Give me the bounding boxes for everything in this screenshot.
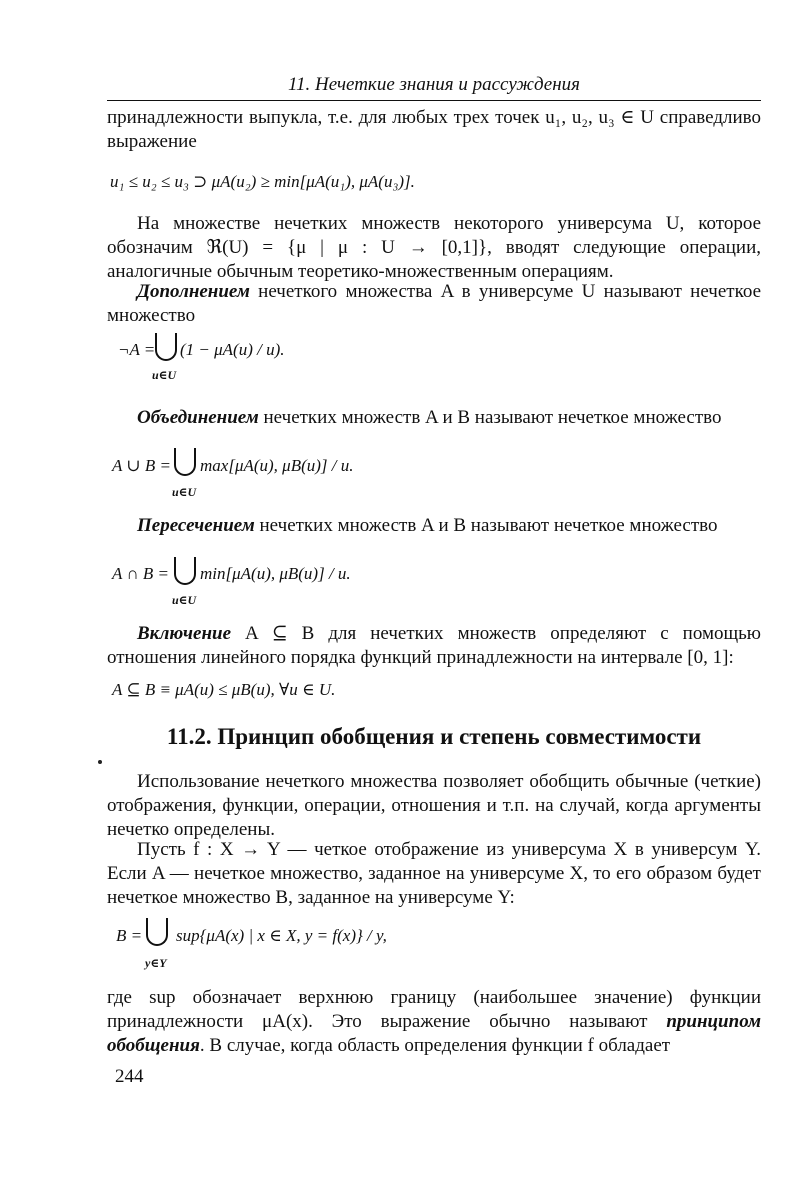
- paragraph-operations: На множестве нечетких множеств некоторого универсума U, которое обозначим ℜ(U) = {μ | μ : U → [0,1]}, вводят следующие операции, аналогичные обычным теоретико-множественным операциям.: [107, 213, 761, 282]
- formula-inclusion: A ⊆ B ≡ μA(u) ≤ μB(u), ∀u ∈ U.: [112, 680, 336, 699]
- text-intersection: нечетких множеств A и B называют нечеткое множество: [254, 515, 718, 536]
- formula-intersection-lhs: A ∩ B =: [112, 564, 169, 583]
- running-header: 11. Нечеткие знания и рассуждения: [287, 74, 581, 95]
- formula-complement-rhs: (1 − μA(u) / u).: [180, 340, 285, 359]
- term-union: Объединением: [137, 407, 259, 428]
- formula-intersection-rhs: min[μA(u), μB(u)] / u.: [200, 564, 351, 583]
- header-rule: [107, 100, 761, 101]
- formula-extension-lhs: B =: [116, 926, 143, 945]
- formula-complement-lhs: ¬A =: [118, 340, 156, 359]
- margin-dot: [98, 760, 102, 764]
- formula-union-subscript: u∈U: [172, 485, 197, 499]
- text-inclusion: A ⊆ B для нечетких множеств определяют с помощью отношения линейного порядка функций принадлежности на интервале [0, 1]:: [107, 623, 761, 668]
- page-number: 244: [115, 1066, 144, 1087]
- formula-extension-rhs: sup{μA(x) | x ∈ X, y = f(x)} / y,: [176, 926, 387, 945]
- term-intersection: Пересечением: [137, 515, 255, 536]
- union-symbol: [155, 333, 177, 361]
- term-extension-principle: принципом обобщения: [107, 1011, 761, 1056]
- formula-union-rhs: max[μA(u), μB(u)] / u.: [200, 456, 354, 475]
- text-union: нечетких множеств A и B называют нечеткое множество: [258, 407, 722, 428]
- text-extension-1: где sup обозначает верхнюю границу (наибольшее значение) функции принадлежности μA(x). Это выражение обычно называют: [107, 987, 761, 1032]
- formula-union-lhs: A ∪ B =: [112, 456, 171, 475]
- paragraph-inclusion: [107, 622, 761, 670]
- union-symbol: [174, 448, 196, 476]
- union-symbol: [146, 918, 168, 946]
- paragraph-generalization: Использование нечеткого множества позволяет обобщить обычные (четкие) отображения, функции, операции, отношения и т.п. на случай, когда аргументы нечетко определены.: [107, 771, 761, 840]
- section-heading: 11.2. Принцип обобщения и степень совместимости: [166, 724, 702, 749]
- text-extension-2: . В случае, когда область определения функции f обладает: [199, 1035, 671, 1056]
- term-inclusion: Включение: [137, 623, 232, 644]
- paragraph-complement: [107, 280, 761, 328]
- paragraph-extension-principle: [107, 986, 761, 1058]
- term-complement: Дополнением: [137, 281, 250, 302]
- formula-complement-subscript: u∈U: [152, 368, 177, 382]
- paragraph-mapping: Пусть f : X → Y — четкое отображение из универсума X в универсум Y. Если A — нечеткое множество, заданное на универсуме X, то его образом будет нечеткое множество B, заданное на универсуме Y:: [107, 839, 761, 908]
- text-complement: нечеткого множества A в универсуме U называют нечеткое множество: [107, 281, 761, 326]
- paragraph-intersection: [107, 514, 761, 538]
- union-symbol: [174, 557, 196, 585]
- paragraph-union: [107, 406, 761, 430]
- formula-intersection-subscript: u∈U: [172, 593, 197, 607]
- paragraph-convexity: принадлежности выпукла, т.е. для любых трех точек u₁, u₂, u₃ ∈ U справедливо выражение: [107, 107, 761, 152]
- formula-convexity: u₁ ≤ u₂ ≤ u₃ ⊃ μA(u₂) ≥ min[μA(u₁), μA(u₃)].: [110, 172, 415, 191]
- formula-extension-subscript: y∈Y: [145, 956, 167, 970]
